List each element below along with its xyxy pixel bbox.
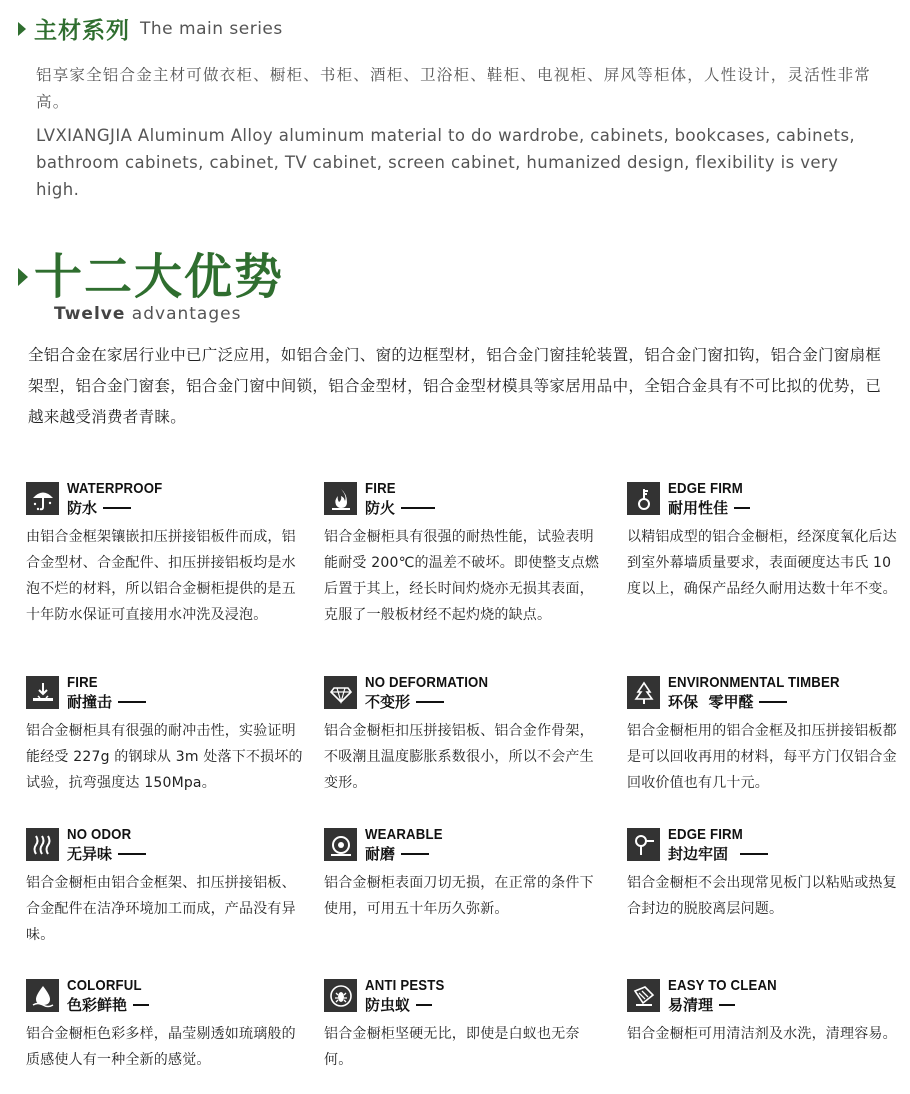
advantage-waterproof bbox=[26, 480, 308, 628]
advantage-title-cn: 易清理 bbox=[668, 996, 714, 1014]
advantage-desc: 以精铝成型的铝合金橱柜，经深度氧化后达到室外幕墙质量要求，表面硬度达韦氏 10 度以上，确保产品经久耐用达数十年不变。 bbox=[627, 529, 897, 597]
title-dash bbox=[740, 853, 768, 855]
bug-icon bbox=[324, 979, 357, 1012]
advantage-title-cn: 耐撞击 bbox=[67, 693, 113, 711]
advantage-no-odor bbox=[26, 826, 308, 948]
title-dash bbox=[401, 853, 429, 855]
advantage-title-cn: 耐磨 bbox=[365, 845, 396, 863]
advantage-desc: 由铝合金框架镶嵌扣压拼接铝板件而成，铝合金型材、合金配件、扣压拼接铝板均是水泡不烂的材料，所以铝合金橱柜提供的是五十年防水保证可直接用水冲洗及浸泡。 bbox=[26, 529, 296, 623]
edge-icon bbox=[627, 828, 660, 861]
advantage-title-en: FIRE bbox=[67, 674, 98, 691]
flame-icon bbox=[324, 482, 357, 515]
title-dash bbox=[118, 853, 146, 855]
advantage-title-cn: 耐用性佳 bbox=[668, 499, 729, 517]
title-dash bbox=[103, 507, 131, 509]
advantage-desc: 铝合金橱柜由铝合金框架、扣压拼接铝板、合金配件在洁净环境加工而成，产品没有异味。 bbox=[26, 875, 296, 943]
advantage-title-cn: 防虫蚁 bbox=[365, 996, 411, 1014]
advantages-subtitle-bold: Twelve bbox=[54, 304, 126, 324]
main-series-title-cn: 主材系列 bbox=[34, 18, 130, 44]
advantage-desc: 铝合金橱柜扣压拼接铝板、铝合金作骨架，不吸潮且温度膨胀系数很小，所以不会产生变形。 bbox=[324, 723, 594, 791]
title-dash bbox=[118, 701, 146, 703]
main-series-desc-cn: 铝享家全铝合金主材可做衣柜、橱柜、书柜、酒柜、卫浴柜、鞋柜、电视柜、屏风等柜体，人性设计，灵活性非常高。 bbox=[36, 66, 872, 111]
advantage-title-en: COLORFUL bbox=[67, 977, 142, 994]
drop-icon bbox=[26, 979, 59, 1012]
advantage-title-en: NO DEFORMATION bbox=[365, 674, 489, 691]
advantage-wearable bbox=[324, 826, 606, 922]
main-series-title-en: The main series bbox=[140, 18, 283, 39]
key-icon bbox=[627, 482, 660, 515]
advantage-title-en: WEARABLE bbox=[365, 826, 443, 843]
title-dash bbox=[416, 1004, 432, 1006]
advantage-desc: 铝合金橱柜坚硬无比，即使是白蚁也无奈何。 bbox=[324, 1026, 580, 1068]
advantage-title-en: EDGE FIRM bbox=[668, 826, 743, 843]
advantage-title-cn: 不变形 bbox=[365, 693, 411, 711]
advantage-title-en: EASY TO CLEAN bbox=[668, 977, 777, 994]
main-series-desc-en: LVXIANGJIA Aluminum Alloy aluminum material to do wardrobe, cabinets, bookcases, cabinets, bathroom cabinets, cabinet, TV cabinet, screen cabinet, humanized design, flexibility is very high. bbox=[36, 126, 856, 199]
heading-arrow-icon bbox=[18, 268, 28, 286]
title-dash bbox=[133, 1004, 149, 1006]
advantage-title-cn: 防火 bbox=[365, 499, 396, 517]
title-dash bbox=[401, 507, 435, 509]
advantage-title-cn: 防水 bbox=[67, 499, 98, 517]
advantage-title-en: NO ODOR bbox=[67, 826, 132, 843]
main-series-heading bbox=[18, 12, 283, 45]
advantage-easy-clean bbox=[627, 977, 909, 1047]
advantage-edge-firm bbox=[627, 826, 909, 922]
advantage-durable bbox=[627, 480, 909, 602]
title-dash bbox=[759, 701, 787, 703]
advantage-title-cn: 环保 零甲醛 bbox=[668, 693, 754, 711]
leaf-icon bbox=[627, 676, 660, 709]
advantage-anti-pests bbox=[324, 977, 606, 1073]
umbrella-icon bbox=[26, 482, 59, 515]
advantage-colorful bbox=[26, 977, 308, 1073]
advantage-no-deformation bbox=[324, 674, 606, 796]
advantages-subtitle-rest: advantages bbox=[125, 304, 242, 324]
title-dash bbox=[734, 507, 750, 509]
advantage-fire bbox=[324, 480, 606, 628]
clean-icon bbox=[627, 979, 660, 1012]
advantage-title-en: WATERPROOF bbox=[67, 480, 163, 497]
advantage-title-en: FIRE bbox=[365, 480, 396, 497]
advantage-title-en: EDGE FIRM bbox=[668, 480, 743, 497]
advantage-desc: 铝合金橱柜色彩多样，晶莹剔透如琉璃般的质感使人有一种全新的感觉。 bbox=[26, 1026, 296, 1068]
odor-icon bbox=[26, 828, 59, 861]
advantages-title-cn: 十二大优势 bbox=[34, 249, 285, 305]
advantages-intro: 全铝合金在家居行业中已广泛应用，如铝合金门、窗的边框型材，铝合金门窗挂轮装置，铝合金门窗扣钩，铝合金门窗扇框架型，铝合金门窗套，铝合金门窗中间锁，铝合金型材，铝合金型材模具等家居用品中，全铝合金具有不可比拟的优势，已越来越受消费者青睐。 bbox=[28, 346, 882, 426]
advantage-desc: 铝合金橱柜不会出现常见板门以粘贴或热复合封边的脱胶离层问题。 bbox=[627, 875, 897, 917]
advantage-environmental bbox=[627, 674, 909, 796]
impact-icon bbox=[26, 676, 59, 709]
advantage-desc: 铝合金橱柜具有很强的耐冲击性，实验证明能经受 227g 的钢球从 3m 处落下不损坏的试验，抗弯强度达 150Mpa。 bbox=[26, 723, 303, 791]
disc-icon bbox=[324, 828, 357, 861]
advantage-impact bbox=[26, 674, 308, 796]
advantages-heading bbox=[18, 248, 284, 306]
advantage-desc: 铝合金橱柜可用清洁剂及水洗，清理容易。 bbox=[627, 1026, 897, 1042]
title-dash bbox=[416, 701, 444, 703]
advantage-desc: 铝合金橱柜用的铝合金框及扣压拼接铝板都是可以回收再用的材料，每平方门仅铝合金回收价值也有几十元。 bbox=[627, 723, 897, 791]
advantage-title-en: ENVIRONMENTAL TIMBER bbox=[668, 674, 840, 691]
advantage-title-cn: 无异味 bbox=[67, 845, 113, 863]
heading-arrow-icon bbox=[18, 22, 26, 36]
diamond-icon bbox=[324, 676, 357, 709]
title-dash bbox=[719, 1004, 735, 1006]
advantage-desc: 铝合金橱柜表面刀切无损，在正常的条件下使用，可用五十年历久弥新。 bbox=[324, 875, 594, 917]
advantage-desc: 铝合金橱柜具有很强的耐热性能，试验表明能耐受 200℃的温差不破坏。即使整支点燃后置于其上，经长时间灼烧亦无损其表面，克服了一般板材经不起灼烧的缺点。 bbox=[324, 529, 600, 623]
advantage-title-cn: 封边牢固 bbox=[668, 845, 729, 863]
advantage-title-cn: 色彩鲜艳 bbox=[67, 996, 128, 1014]
advantage-title-en: ANTI PESTS bbox=[365, 977, 445, 994]
advantages-subtitle bbox=[54, 304, 241, 324]
